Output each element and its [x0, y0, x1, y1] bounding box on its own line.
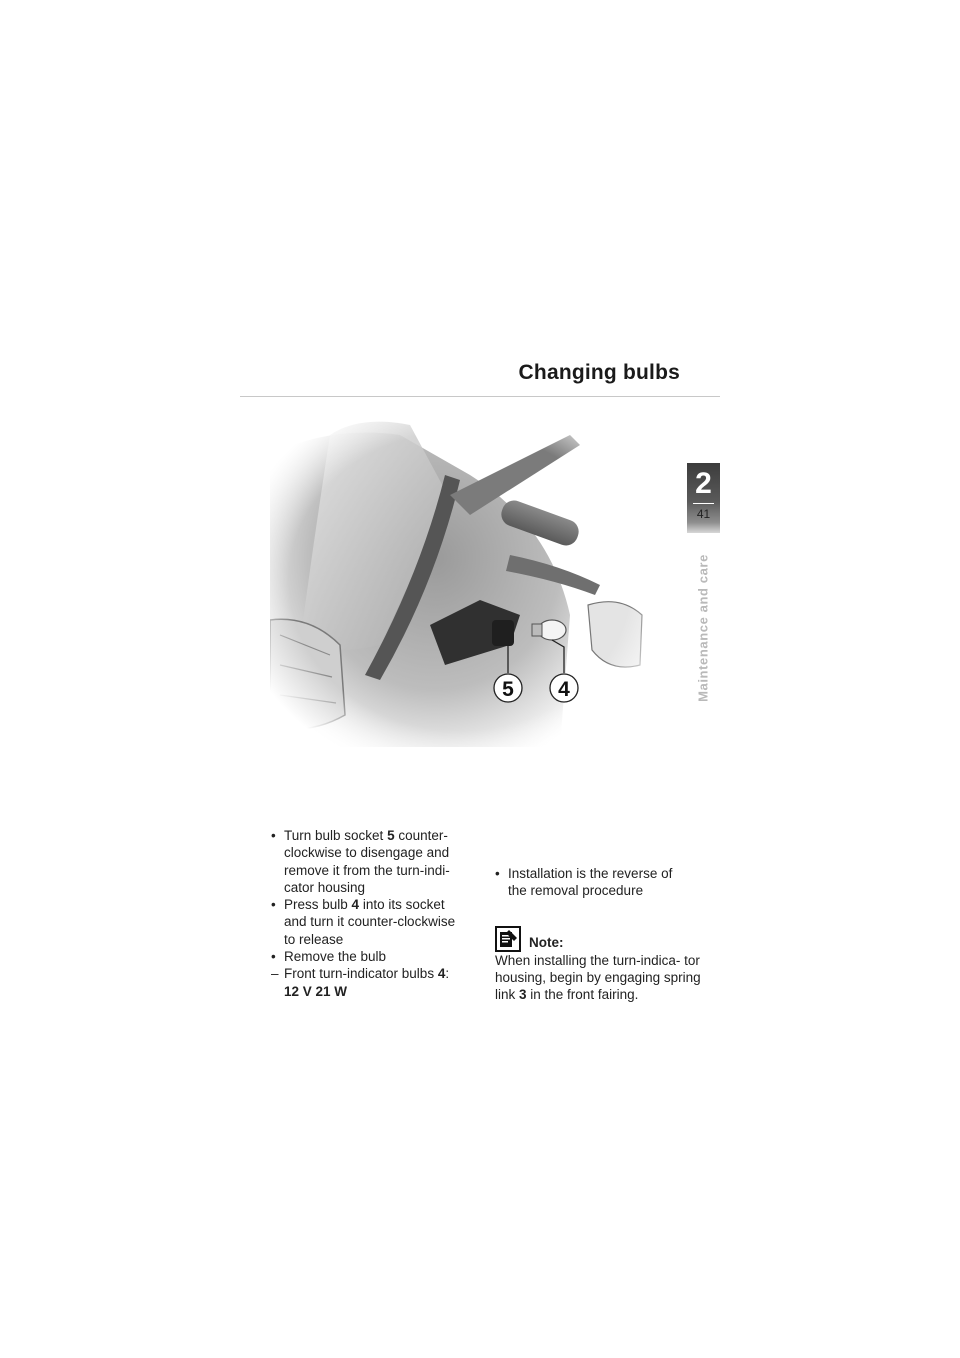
note-pencil-icon — [495, 926, 521, 952]
step-text: into its socket — [359, 897, 445, 913]
note-label: Note: — [529, 935, 564, 951]
step-text: Remove the bulb — [284, 949, 387, 965]
spec-bulb — [271, 965, 476, 1000]
step-text: to release — [284, 931, 344, 947]
step-text: counter- — [394, 828, 448, 843]
header-rule — [240, 396, 720, 397]
bullet-marker: • — [271, 897, 276, 913]
spec-text: : — [445, 966, 450, 982]
bullet-marker: • — [271, 828, 276, 843]
ref-number: 3 — [519, 987, 527, 1003]
step-text: clockwise to disengage and — [284, 845, 450, 861]
step-installation — [495, 865, 705, 900]
spec-text: Front turn-indicator bulbs — [284, 966, 438, 982]
chapter-number: 2 — [695, 467, 712, 500]
callout-4-label: 4 — [558, 678, 570, 701]
step-remove-bulb — [271, 948, 476, 965]
bullet-marker: • — [271, 949, 276, 965]
step-press-bulb — [271, 896, 476, 948]
note-text: in the front fairing. — [526, 987, 639, 1003]
step-text: and turn it counter-clockwise — [284, 914, 456, 930]
instructions-right — [495, 865, 705, 1003]
instructions-left — [271, 827, 476, 1000]
step-turn-socket — [271, 827, 476, 896]
note-header — [495, 922, 705, 952]
chapter-tab — [687, 463, 720, 533]
bullet-marker: • — [495, 866, 500, 881]
step-text: Turn bulb socket — [284, 828, 388, 843]
step-text: the removal procedure — [508, 883, 644, 899]
step-text: remove it from the turn-indi- — [284, 862, 450, 878]
note-text: When installing the turn-indica- — [495, 952, 681, 968]
note-text: spring link — [495, 969, 701, 1003]
page-number: 41 — [696, 507, 711, 521]
turn-indicator-illustration — [270, 415, 650, 747]
ref-number: 4 — [351, 897, 360, 913]
ref-number: 5 — [387, 828, 395, 843]
ref-number: 4 — [437, 966, 446, 982]
section-label: Maintenance and care — [695, 554, 711, 702]
step-text: cator housing — [284, 879, 366, 895]
callout-5 — [494, 674, 522, 702]
bulb-rating: 12 V 21 W — [284, 983, 348, 999]
step-text: Press bulb — [284, 897, 352, 913]
dash-marker: – — [271, 966, 279, 982]
tab-divider — [693, 503, 714, 504]
callout-4 — [550, 674, 578, 702]
note-body — [495, 952, 705, 1004]
callout-5-label: 5 — [502, 678, 514, 701]
page-title: Changing bulbs — [518, 361, 680, 384]
note-text: tor housing, begin by engaging — [495, 952, 700, 985]
step-text: Installation is the reverse of — [508, 866, 673, 881]
